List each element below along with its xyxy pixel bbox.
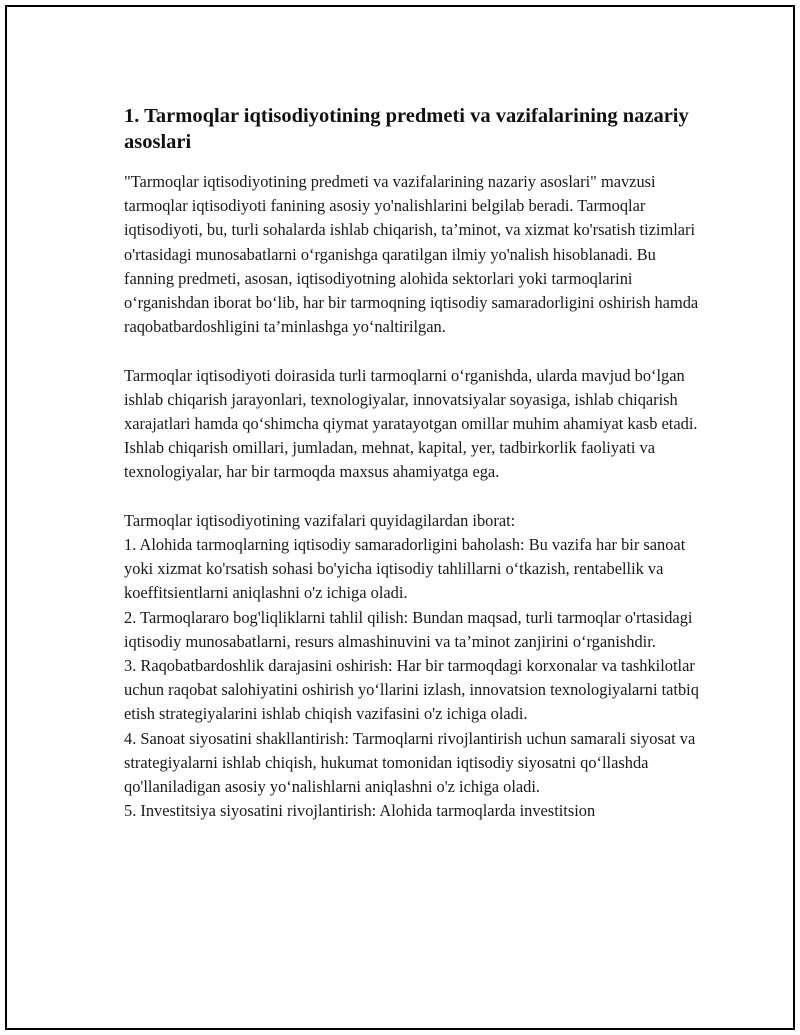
paragraph-spacer (124, 485, 699, 509)
list-item: 4. Sanoat siyosatini shakllantirish: Tarmoqlarni rivojlantirish uchun samarali siyosat va strategiyalarni ishlab chiqish, hukumat tomonidan iqtisodiy siyosatni qoʻllashda qo'llaniladigan asosiy yoʻnalishlarni aniqlashni o'z ichiga oladi. (124, 728, 696, 797)
document-body (124, 103, 699, 823)
document-page (5, 5, 795, 1030)
tasks-intro: Tarmoqlar iqtisodiyotining vazifalari quyidagilardan iborat: (124, 510, 516, 530)
list-item: 2. Tarmoqlararo bog'liqliklarni tahlil qilish: Bundan maqsad, turli tarmoqlar o'rtasidagi iqtisodiy munosabatlarni, resurs almashinuvini va ta’minot zanjirini oʻrganishdir. (124, 607, 693, 651)
intro-paragraph: "Tarmoqlar iqtisodiyotining predmeti va vazifalarining nazariy asoslari" mavzusi tarmoqlar iqtisodiyoti fanining asosiy yo'nalishlarini belgilab beradi. Tarmoqlar iqtisodiyoti, bu, turli sohalarda ishlab chiqarish, ta’minot, va xizmat ko'rsatish tizimlari o'rtasidagi munosabatlarni oʻrganishga qaratilgan ilmiy yo'nalish hisoblanadi. Bu fanning predmeti, asosan, iqtisodiyotning alohida sektorlari yoki tarmoqlarini oʻrganishdan iborat boʻlib, har bir tarmoqning iqtisodiy samaradorligini oshirish hamda raqobatbardoshligini ta’minlashga yoʻnaltirilgan. (124, 172, 699, 337)
list-item: 3. Raqobatbardoshlik darajasini oshirish: Har bir tarmoqdagi korxonalar va tashkilotlar uchun raqobat salohiyatini oshirish yoʻllarini izlash, innovatsion texnologiyalarni tatbiq etish strategiyalarini ishlab chiqish vazifasini o'z ichiga oladi. (124, 656, 699, 724)
factors-paragraph: Tarmoqlar iqtisodiyoti doirasida turli tarmoqlarni oʻrganishda, ularda mavjud boʻlgan ishlab chiqarish jarayonlari, texnologiyalar, innovatsiyalar soyasiga, ishlab chiqarish xarajatlari hamda qoʻshimcha qiymat yaratayotgan omillar muhim ahamiyat kasb etadi. Ishlab chiqarish omillari, jumladan, mehnat, kapital, yer, tadbirkorlik faoliyati va texnologiyalar, har bir tarmoqda maxsus ahamiyatga ega. (124, 365, 698, 482)
paragraph-spacer (124, 339, 699, 363)
list-item: 1. Alohida tarmoqlarning iqtisodiy samaradorligini baholash: Bu vazifa har bir sanoat yoki xizmat ko'rsatish sohasi bo'yicha iqtisodiy tahlillarni oʻtkazish, rentabellik va koeffitsientlarni aniqlashni o'z ichiga oladi. (124, 535, 686, 603)
section-heading: 1. Tarmoqlar iqtisodiyotining predmeti va vazifalarining nazariy asoslari (124, 105, 689, 153)
list-item: 5. Investitsiya siyosatini rivojlantirish: Alohida tarmoqlarda investitsion (124, 801, 596, 821)
